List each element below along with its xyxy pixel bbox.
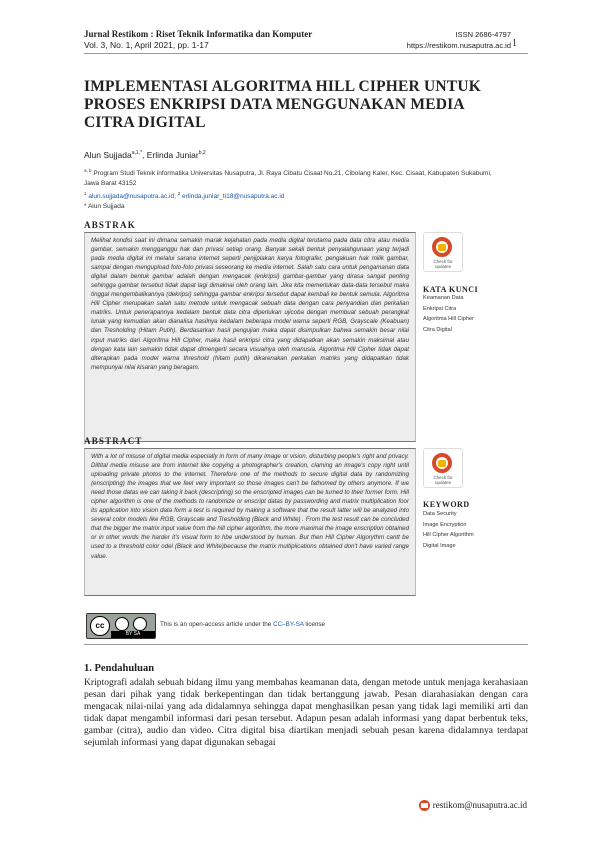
check-for-updates-badge[interactable] <box>423 448 463 488</box>
author-separator: , <box>142 150 147 160</box>
abstract-text: With a lot of misuse of digital media especially in form of many image or vision, disturbing people's right and privacy. Diltital media misuse are from internet like copying a photographer's creation, claming an image's copy right until uploading private photos to the internet. Therefore one of the methods to secure digital data by randomizing (enscripting) the images that we feel very important so those images can't be fathomed by others anymore. If we need those datas we can taking it back (descripting) so the enscripted images can be turned to their former form. Hill cipher algorithm is one of the methods to randomize or enscript datas by passwording and matrix multiplication foor its application into vision data form a test is required by making a software that the result latter will be analyzed into several color models like RGB, Grayscale and Tresholding (Black and White) . From the test result can be concluded that the bigger the matrix input value from the hill cipher algorithm, the more maximal the image enscription obtained or in other words the harder it's visual form to hbe understood by human. But then Hill Cipher Algorythm cantt be used to a threshold color odel (Black and White)because the matrix multiplications obtained don't have varied range value. <box>91 453 409 560</box>
email-superscript: 2 <box>177 191 181 197</box>
abstrak-text: Melihat kondisi saat ini dimana semakin marak kejahatan pada media digital terutama pada data citra atau media gambar, semakin mengganggu hak dan privasi setiap orang. Banyak sekali bentuk penyalahgunaan yang terjadi pada media digital ini melalui sarana internet seperti penjiplakan karya fotografer, pengakuan hak milik gambar, sampai dengan mengupload foto-foto privasi seseorang ke media internet. Salah satu cara untuk pengamanan data digital dalam bentuk gambar adalah dengan mengacak (enkripsi) gambar-gambar yang dirasa sangat penting sehingga gambar tersebut tidak dapat lagi dimaknai oleh orang lain. Jika kita memerlukan data-data tersebut maka tinggal mengembalikannya (dekripsi) sehingga gambar enkripsi tersebut dapat kembali ke bentuk semula. Algoritma Hill Cipher merupakan salah satu metode untuk mengacak sebuah data dengan cara penyandian dan perkalian matriks. Untuk penerapannya kedalam bentuk data citra diperlukan ujicoba dengan membuat sebuah perangkat lunak yang kemudian akan dianalisa hasilnya kedalam beberapa model warna seperti RGB, Grayscale (Keabuan) dan Tresholding (Hitam Putih). Berdasarkan hasil pengujian maka dapat disimpulkan bahwa semakin besar nilai input matriks dari Algoritma Hill Cipher, maka hasil enkripsi citra yang didapatkan akan semakin maksimal atau dengan kata lain semakin tidak dapat dimengerti secara visualnya oleh manusia. Algoritma Hill Cipher tidak dapat diterapkan pada model warna threshold (hitam putih) dikarenakan perkalian matriks yang didapatkan tidak mempunyai nilai kisaran yang beragam. <box>91 237 409 371</box>
license-logo-bar: BY SA <box>111 631 155 638</box>
keyword-item: Keamanan Data <box>423 295 464 301</box>
check-for-updates-icon <box>432 237 452 257</box>
abstract-box <box>84 448 416 596</box>
author-name: Erlinda Juniar <box>146 150 199 160</box>
email-superscript: 1 <box>84 191 87 197</box>
header-divider <box>84 53 528 54</box>
keyword-heading: KEYWORD <box>423 500 470 509</box>
badge-label: Check for updates <box>433 259 453 269</box>
section-body: Kriptografi adalah sebuah bidang ilmu yang membahas keamanan data, dengan metode untuk menjaga kerahasiaan pesan dari pihak yang tidak berkepentingan dan tidak bertanggung jawab. Pesan diarahasiakan dengan cara mengacak nilai-nilai yang ada didalamnya sehingga dapat menghasilkan pesan yang tidak lagi memiliki arti dan tidak dapat mengambil informasi dari pesan tersebut. Adapun pesan adalah informasi yang dapat berbentuk teks, gambar (citra), audio dan video. Citra digital bisa diartikan menjadi sebuah pesan karena didalamnya terdapat sejumlah informasi yang dapat digunakan sebagai <box>84 677 528 749</box>
badge-label: Check for updates <box>433 475 453 485</box>
keyword-item: Digital Image <box>423 542 456 549</box>
author-email[interactable]: alun.sujjada@nusaputra.ac.id <box>88 193 175 201</box>
journal-issn: ISSN 2686-4797 <box>455 30 511 39</box>
keyword-item: Hill Cipher Algorithm <box>423 532 474 538</box>
keyword-item: Algoritma Hill Cipher <box>423 316 474 322</box>
keyword-list <box>423 509 474 551</box>
share-alike-icon <box>133 617 147 631</box>
affiliation-block <box>84 166 504 212</box>
kata-kunci-list <box>423 293 474 335</box>
cc-icon: cc <box>90 616 110 636</box>
attribution-icon <box>115 617 129 631</box>
section-heading: 1. Pendahuluan <box>84 663 155 674</box>
article-title: IMPLEMENTASI ALGORITMA HILL CIPHER UNTUK PROSES ENKRIPSI DATA MENGGUNAKAN MEDIA CITRA DIGITAL <box>84 78 481 131</box>
running-header-left <box>84 29 312 51</box>
affiliation-superscript: a, b <box>84 168 92 173</box>
author-superscript: a,1,* <box>131 150 143 157</box>
keyword-item: Citra Digital <box>423 326 452 333</box>
running-header-right <box>407 29 511 51</box>
keyword-item: Image Encryption <box>423 521 467 528</box>
author-line <box>84 150 206 160</box>
email-icon <box>419 800 430 811</box>
license-link[interactable]: CC–BY-SA <box>273 621 304 628</box>
cc-by-sa-logo[interactable] <box>86 613 156 639</box>
abstrak-heading: ABSTRAK <box>84 220 136 230</box>
journal-url[interactable]: https://restikom.nusaputra.ac.id <box>406 41 511 50</box>
check-for-updates-icon <box>432 453 452 473</box>
page-number: 1 <box>512 38 517 49</box>
check-for-updates-badge[interactable] <box>423 232 463 272</box>
corresponding-author: * Alun Sujjada <box>84 203 125 211</box>
abstract-heading: ABSTRACT <box>84 436 143 446</box>
license-divider <box>84 644 528 645</box>
journal-name: Jurnal Restikom : Riset Teknik Informatika dan Komputer <box>84 29 313 39</box>
footer-email-text[interactable]: restikom@nusaputra.ac.id <box>432 800 527 810</box>
affiliation-text: Program Studi Teknik informatika Universitas Nusaputra, Jl. Raya Cibatu Cisaat No.21, Cibolang Kaler, Kec. Cisaat, Kabupaten Sukabumi, Jawa Barat 43152 <box>84 170 492 188</box>
keyword-item: Enkripsi Citra <box>423 305 457 312</box>
keyword-item: Data Security <box>423 511 457 517</box>
license-statement: This is an open-access article under the CC–BY-SA license <box>160 621 325 628</box>
author-email[interactable]: erlinda.juniar_ti18@nusaputra.ac.id <box>182 193 285 201</box>
kata-kunci-heading: KATA KUNCI <box>423 285 479 294</box>
abstrak-box <box>84 232 416 442</box>
author-superscript: b,2 <box>198 150 206 157</box>
email-separator: ; <box>174 193 178 201</box>
author-name: Alun Sujjada <box>84 150 132 160</box>
journal-volume: Vol. 3, No. 1, April 2021, pp. 1-17 <box>84 40 209 50</box>
footer-email[interactable] <box>419 800 527 811</box>
